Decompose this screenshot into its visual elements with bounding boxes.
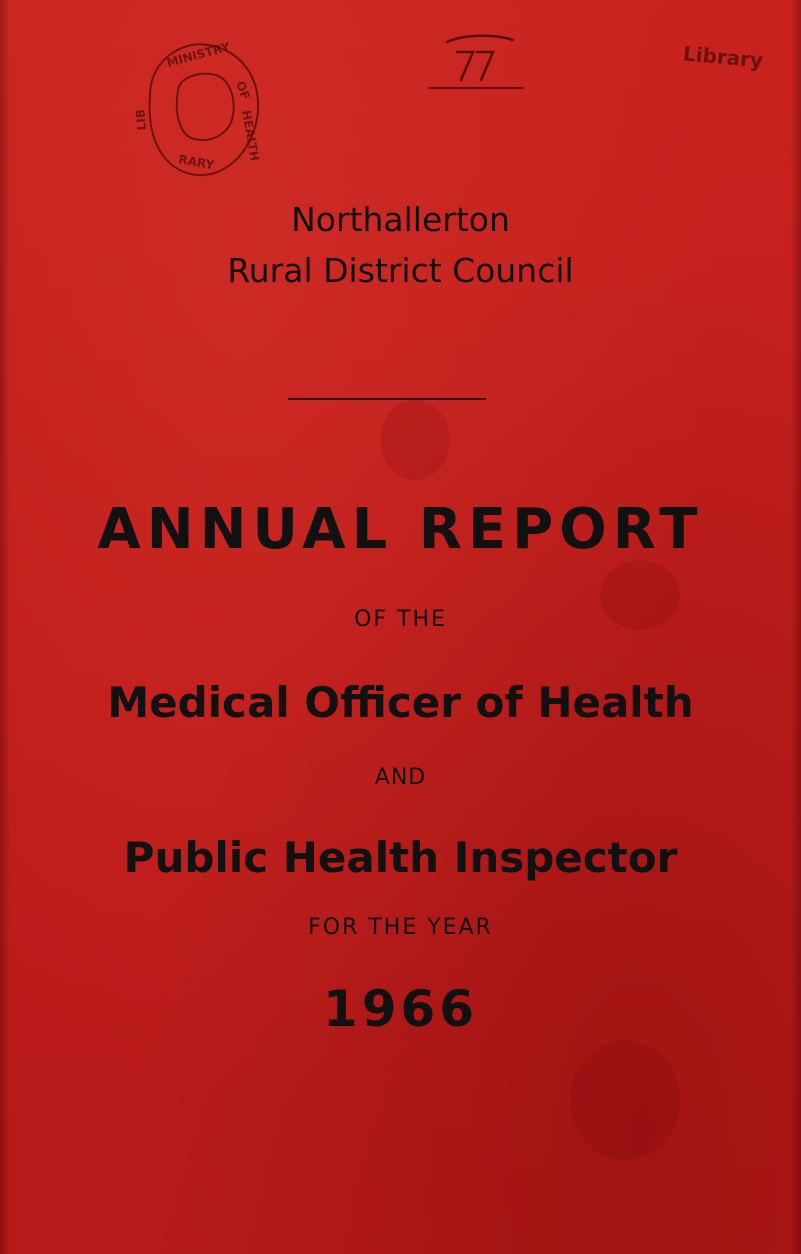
divider-rule: [288, 398, 486, 400]
paper-blotch: [570, 1040, 680, 1160]
report-year: 1966: [322, 980, 479, 1038]
and-text: AND: [374, 765, 427, 790]
svg-text:OF: OF: [233, 79, 253, 102]
health-inspector-heading: Public Health Inspector: [123, 833, 678, 882]
for-the-year-text: FOR THE YEAR: [308, 915, 493, 940]
library-label: Library: [682, 41, 765, 73]
paper-blotch: [380, 400, 450, 480]
svg-text:HEALTH: HEALTH: [239, 109, 262, 163]
medical-officer-heading: Medical Officer of Health: [107, 678, 694, 727]
council-name-line2: Rural District Council: [227, 251, 574, 290]
council-name-line1: Northallerton: [291, 200, 510, 239]
svg-text:MINISTRY: MINISTRY: [165, 39, 232, 70]
svg-text:RARY: RARY: [177, 152, 216, 173]
svg-text:LIB: LIB: [133, 108, 149, 131]
of-the-text: OF THE: [354, 607, 447, 632]
handwritten-mark-icon: [425, 30, 525, 92]
report-title: ANNUAL REPORT: [97, 497, 704, 562]
library-stamp-icon: [133, 35, 268, 185]
